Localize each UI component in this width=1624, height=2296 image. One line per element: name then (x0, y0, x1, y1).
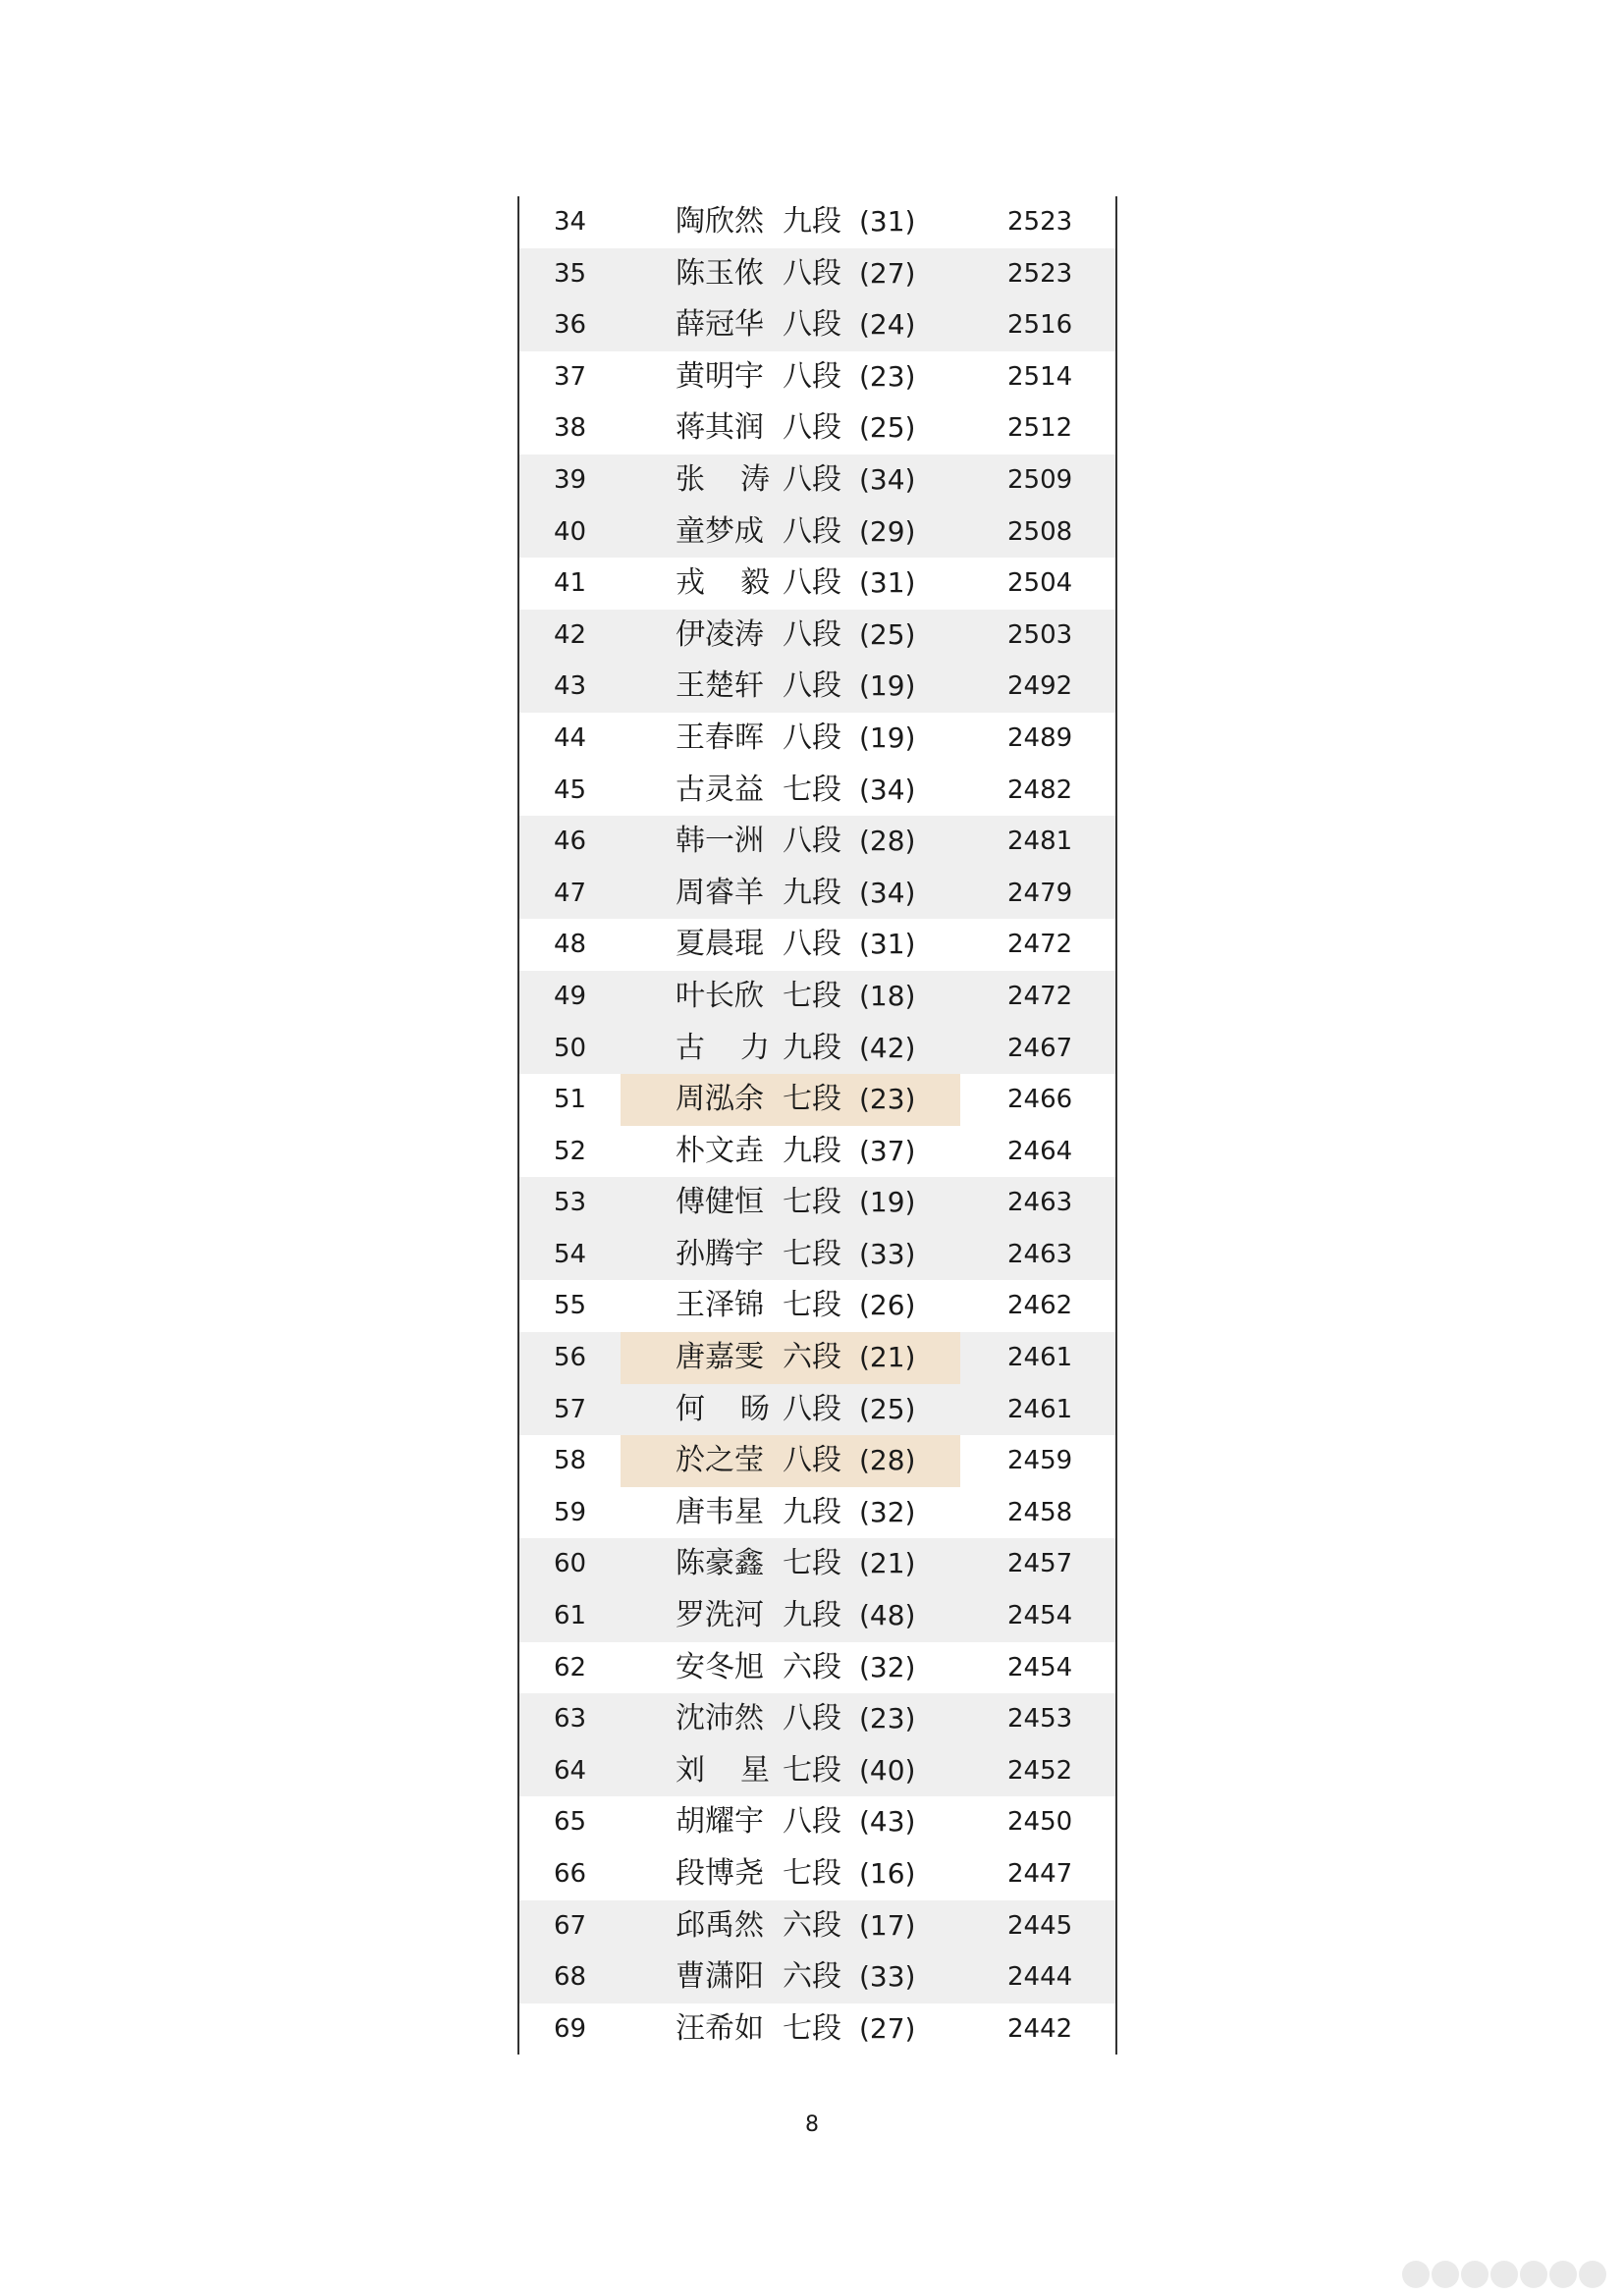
player-name: 薛冠华 (676, 307, 764, 343)
rank-cell: 48 (554, 930, 587, 960)
rank-cell: 46 (554, 827, 587, 857)
player-age: (28) (859, 825, 916, 858)
table-row (519, 1900, 1115, 1952)
player-age: (25) (859, 411, 916, 445)
table-row (519, 2003, 1115, 2056)
rating-score: 2508 (1007, 516, 1073, 547)
ranking-table (517, 196, 1117, 2055)
dan-rank: 九段 (783, 875, 841, 910)
player-age: (19) (859, 721, 916, 754)
player-age: (23) (859, 1083, 916, 1116)
player-name: 韩一洲 (676, 824, 764, 859)
player-age: (29) (859, 514, 916, 548)
player-age: (25) (859, 617, 916, 651)
player-age: (32) (859, 1650, 916, 1683)
player-name: 胡耀宇 (676, 1804, 764, 1840)
player-age: (32) (859, 1495, 916, 1528)
table-row (519, 196, 1115, 248)
table-row (519, 1538, 1115, 1590)
dan-rank: 六段 (783, 1340, 841, 1375)
rating-score: 2461 (1007, 1394, 1073, 1424)
rating-score: 2481 (1007, 827, 1073, 857)
rating-score: 2452 (1007, 1755, 1073, 1786)
rank-cell: 57 (554, 1394, 587, 1424)
rating-score: 2467 (1007, 1033, 1073, 1063)
player-age: (23) (859, 1702, 916, 1735)
rating-score: 2457 (1007, 1549, 1073, 1579)
table-row (519, 402, 1115, 454)
rating-score: 2442 (1007, 2013, 1073, 2044)
player-name: 沈沛然 (676, 1701, 764, 1736)
rank-cell: 47 (554, 878, 587, 908)
dan-rank: 八段 (783, 461, 841, 497)
rating-score: 2461 (1007, 1343, 1073, 1373)
player-age: (25) (859, 1392, 916, 1425)
rank-cell: 52 (554, 1136, 587, 1166)
player-name: 黄明宇 (676, 358, 764, 394)
rating-score: 2463 (1007, 1239, 1073, 1269)
rank-cell: 63 (554, 1704, 587, 1735)
rating-score: 2462 (1007, 1291, 1073, 1321)
player-age: (21) (859, 1547, 916, 1580)
table-row (519, 713, 1115, 765)
player-age: (26) (859, 1289, 916, 1322)
player-age: (19) (859, 1186, 916, 1219)
player-name: 叶长欣 (676, 978, 764, 1013)
rank-cell: 49 (554, 981, 587, 1011)
dan-rank: 九段 (783, 1598, 841, 1633)
rating-score: 2472 (1007, 981, 1073, 1011)
rank-cell: 40 (554, 516, 587, 547)
player-age: (31) (859, 205, 916, 238)
rating-score: 2447 (1007, 1859, 1073, 1889)
dan-rank: 八段 (783, 1391, 841, 1426)
rating-score: 2444 (1007, 1962, 1073, 1993)
player-name: 曹潇阳 (676, 1959, 764, 1995)
player-age: (19) (859, 669, 916, 703)
table-row (519, 248, 1115, 300)
player-name: 夏晨琨 (676, 927, 764, 962)
player-age: (27) (859, 2011, 916, 2045)
rating-score: 2479 (1007, 878, 1073, 908)
rank-cell: 59 (554, 1497, 587, 1527)
player-name: 伊凌涛 (676, 616, 764, 652)
player-name: 刘 星 (676, 1752, 770, 1788)
rating-score: 2523 (1007, 207, 1073, 237)
rating-score: 2453 (1007, 1704, 1073, 1735)
dan-rank: 七段 (783, 1546, 841, 1581)
rating-score: 2509 (1007, 464, 1073, 495)
table-row (519, 351, 1115, 403)
dan-rank: 八段 (783, 720, 841, 755)
table-row (519, 765, 1115, 817)
player-age: (18) (859, 979, 916, 1012)
player-name: 张 涛 (676, 461, 770, 497)
table-row (519, 1745, 1115, 1797)
player-age: (21) (859, 1341, 916, 1374)
dan-rank: 八段 (783, 565, 841, 601)
table-row (519, 1332, 1115, 1384)
rating-score: 2454 (1007, 1652, 1073, 1682)
rating-score: 2482 (1007, 774, 1073, 805)
dan-rank: 九段 (783, 1133, 841, 1168)
dan-rank: 九段 (783, 1030, 841, 1065)
player-name: 陶欣然 (676, 204, 764, 239)
rating-score: 2516 (1007, 310, 1073, 341)
rank-cell: 61 (554, 1601, 587, 1631)
table-row (519, 1693, 1115, 1745)
player-name: 古灵益 (676, 772, 764, 807)
player-name: 陈玉侬 (676, 255, 764, 291)
rank-cell: 50 (554, 1033, 587, 1063)
dan-rank: 七段 (783, 1856, 841, 1891)
page-number: 8 (805, 2112, 819, 2137)
table-row (519, 1177, 1115, 1229)
table-row (519, 816, 1115, 868)
rating-score: 2459 (1007, 1446, 1073, 1476)
rank-cell: 35 (554, 258, 587, 289)
table-row (519, 1126, 1115, 1178)
player-name: 汪希如 (676, 2010, 764, 2046)
dan-rank: 七段 (783, 978, 841, 1013)
dan-rank: 八段 (783, 255, 841, 291)
rating-score: 2503 (1007, 619, 1073, 650)
player-name: 古 力 (676, 1030, 770, 1065)
player-age: (43) (859, 1805, 916, 1839)
dan-rank: 八段 (783, 1701, 841, 1736)
player-age: (42) (859, 1031, 916, 1064)
player-name: 於之莹 (676, 1443, 764, 1478)
rank-cell: 54 (554, 1239, 587, 1269)
player-name: 唐嘉雯 (676, 1340, 764, 1375)
table-row (519, 299, 1115, 351)
table-row (519, 1435, 1115, 1487)
rating-score: 2512 (1007, 413, 1073, 444)
rank-cell: 68 (554, 1962, 587, 1993)
dan-rank: 八段 (783, 307, 841, 343)
rank-cell: 58 (554, 1446, 587, 1476)
rating-score: 2466 (1007, 1085, 1073, 1115)
dan-rank: 七段 (783, 1288, 841, 1323)
table-row (519, 558, 1115, 610)
table-row (519, 919, 1115, 971)
table-row (519, 1487, 1115, 1539)
rank-cell: 45 (554, 774, 587, 805)
player-age: (48) (859, 1599, 916, 1632)
rank-cell: 37 (554, 361, 587, 392)
player-age: (37) (859, 1134, 916, 1167)
dan-rank: 八段 (783, 927, 841, 962)
dan-rank: 七段 (783, 1236, 841, 1271)
rank-cell: 38 (554, 413, 587, 444)
watermark-icon (1402, 2261, 1606, 2288)
player-name: 唐韦星 (676, 1494, 764, 1529)
table-row (519, 454, 1115, 507)
player-age: (31) (859, 928, 916, 961)
player-age: (16) (859, 1857, 916, 1890)
player-name: 王泽锦 (676, 1288, 764, 1323)
rating-score: 2472 (1007, 930, 1073, 960)
player-name: 安冬旭 (676, 1649, 764, 1684)
rank-cell: 55 (554, 1291, 587, 1321)
rank-cell: 62 (554, 1652, 587, 1682)
player-name: 段博尧 (676, 1856, 764, 1891)
rating-score: 2514 (1007, 361, 1073, 392)
dan-rank: 八段 (783, 410, 841, 446)
dan-rank: 八段 (783, 616, 841, 652)
dan-rank: 六段 (783, 1959, 841, 1995)
dan-rank: 八段 (783, 824, 841, 859)
rank-cell: 41 (554, 568, 587, 599)
rank-cell: 56 (554, 1343, 587, 1373)
table-row (519, 1796, 1115, 1848)
player-age: (40) (859, 1753, 916, 1787)
player-name: 王春晖 (676, 720, 764, 755)
table-row (519, 610, 1115, 662)
player-name: 戎 毅 (676, 565, 770, 601)
player-name: 蒋其润 (676, 410, 764, 446)
dan-rank: 七段 (783, 1185, 841, 1220)
dan-rank: 七段 (783, 1752, 841, 1788)
dan-rank: 六段 (783, 1649, 841, 1684)
player-age: (34) (859, 462, 916, 496)
table-row (519, 1848, 1115, 1900)
player-name: 何 旸 (676, 1391, 770, 1426)
rating-score: 2450 (1007, 1807, 1073, 1838)
player-age: (27) (859, 256, 916, 290)
player-name: 罗洗河 (676, 1598, 764, 1633)
table-row (519, 1229, 1115, 1281)
dan-rank: 九段 (783, 1494, 841, 1529)
player-age: (31) (859, 566, 916, 600)
player-age: (33) (859, 1960, 916, 1994)
rank-cell: 65 (554, 1807, 587, 1838)
rating-score: 2492 (1007, 671, 1073, 702)
dan-rank: 九段 (783, 204, 841, 239)
dan-rank: 七段 (783, 2010, 841, 2046)
dan-rank: 八段 (783, 513, 841, 549)
rank-cell: 39 (554, 464, 587, 495)
table-row (519, 868, 1115, 920)
rank-cell: 66 (554, 1859, 587, 1889)
player-age: (24) (859, 308, 916, 342)
table-row (519, 1023, 1115, 1075)
dan-rank: 八段 (783, 1804, 841, 1840)
dan-rank: 七段 (783, 1082, 841, 1117)
dan-rank: 七段 (783, 772, 841, 807)
rating-score: 2463 (1007, 1188, 1073, 1218)
dan-rank: 八段 (783, 668, 841, 704)
table-row (519, 971, 1115, 1023)
rank-cell: 42 (554, 619, 587, 650)
rating-score: 2489 (1007, 722, 1073, 753)
table-row (519, 1590, 1115, 1642)
rank-cell: 34 (554, 207, 587, 237)
player-age: (23) (859, 359, 916, 393)
rank-cell: 36 (554, 310, 587, 341)
table-row (519, 507, 1115, 559)
table-row (519, 1074, 1115, 1126)
player-age: (33) (859, 1237, 916, 1270)
rating-score: 2445 (1007, 1910, 1073, 1941)
player-name: 傅健恒 (676, 1185, 764, 1220)
rank-cell: 44 (554, 722, 587, 753)
player-name: 周睿羊 (676, 875, 764, 910)
table-row (519, 1642, 1115, 1694)
player-age: (17) (859, 1908, 916, 1942)
rank-cell: 60 (554, 1549, 587, 1579)
rating-score: 2504 (1007, 568, 1073, 599)
rating-score: 2464 (1007, 1136, 1073, 1166)
player-name: 朴文垚 (676, 1133, 764, 1168)
dan-rank: 八段 (783, 358, 841, 394)
player-name: 孙腾宇 (676, 1236, 764, 1271)
rank-cell: 67 (554, 1910, 587, 1941)
rating-score: 2523 (1007, 258, 1073, 289)
player-name: 陈豪鑫 (676, 1546, 764, 1581)
player-age: (28) (859, 1444, 916, 1477)
player-name: 童梦成 (676, 513, 764, 549)
table-row (519, 661, 1115, 713)
player-name: 邱禹然 (676, 1907, 764, 1943)
rating-score: 2458 (1007, 1497, 1073, 1527)
table-row (519, 1280, 1115, 1332)
rank-cell: 43 (554, 671, 587, 702)
player-name: 周泓余 (676, 1082, 764, 1117)
player-age: (34) (859, 876, 916, 909)
rank-cell: 53 (554, 1188, 587, 1218)
rank-cell: 51 (554, 1085, 587, 1115)
rank-cell: 69 (554, 2013, 587, 2044)
table-row (519, 1384, 1115, 1436)
player-age: (34) (859, 773, 916, 806)
player-name: 王楚轩 (676, 668, 764, 704)
dan-rank: 六段 (783, 1907, 841, 1943)
rating-score: 2454 (1007, 1601, 1073, 1631)
rank-cell: 64 (554, 1755, 587, 1786)
dan-rank: 八段 (783, 1443, 841, 1478)
table-row (519, 1951, 1115, 2003)
